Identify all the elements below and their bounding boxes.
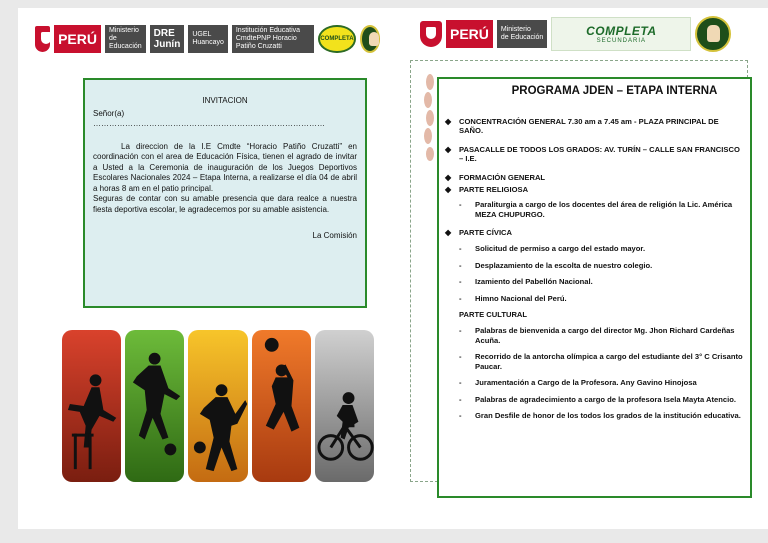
invitation-body: La direccion de la I.E Cmdte “Horacio Patiño Cruzatti” en coordinación con el area de Educación Física, tienen el agrado de invitar a Usted a la Ceremonia de inauguración de los Juegos Deportivos Escolares Nacionales 2024 – Etapa Interna, a realizarse el día 04 de abril a horas 8 am en el patio principal.: [93, 141, 357, 193]
school-emblem-icon: [695, 16, 731, 52]
cultural-label: PARTE CULTURAL: [459, 310, 528, 320]
religiosa-item: - Paraliturgia a cargo de los docentes del área de religión la Lic. América MEZA CHUPURGO.: [459, 200, 733, 219]
cultural-item: - Palabras de agradecimiento a cargo de la profesora Isela Mayta Atencio.: [459, 394, 736, 404]
invitation-closing: Seguras de contar con su amable presencia que dara realce a nuestra fiesta deportiva escolar, le agradecemos por su amable asistencia.: [93, 194, 357, 214]
invitation-recipient: Señor(a) ……………………………………………………………………………: [93, 108, 325, 128]
right-header-logos: [420, 14, 750, 54]
program-item: ◆ PASACALLE DE TODOS LOS GRADOS: AV. TURÍN – CALLE SAN FRANCISCO – I.E.: [445, 144, 740, 164]
ministerio-logo: Ministerio de Educación: [105, 25, 146, 53]
diamond-bullet-icon: ◆: [445, 228, 452, 238]
diamond-bullet-icon: ◆: [445, 172, 452, 182]
institution-logo: Institución Educativa CmdtePNP Horacio Patiño Cruzatti: [232, 25, 314, 53]
program-item: ◆ CONCENTRACIÓN GENERAL 7.30 am a 7.45 am - PLAZA PRINCIPAL DE SAÑO.: [445, 116, 719, 136]
program-item: ◆ PARTE CÍVICA: [445, 228, 513, 238]
invitation-signature: La Comisión: [312, 231, 357, 240]
diamond-bullet-icon: ◆: [445, 184, 452, 194]
peru-logo: PERÚ: [446, 20, 493, 48]
program-title: PROGRAMA JDEN – ETAPA INTERNA: [511, 85, 718, 97]
program-item: ◆ PARTE RELIGIOSA: [445, 184, 529, 194]
program-card: [437, 77, 752, 498]
civica-item: - Solicitud de permiso a cargo del estado mayor.: [459, 243, 646, 253]
cultural-item: - Palabras de bienvenida a cargo del director Mg. Jhon Richard Cardeñas Acuña.: [459, 325, 735, 345]
cultural-item: - Recorrido de la antorcha olímpica a cargo del estudiante del 3° C Crisanto Paucar.: [459, 352, 743, 371]
civica-item: - Izamiento del Pabellón Nacional.: [459, 277, 593, 287]
cultural-item: - Gran Desfile de honor de los todos los grados de la institución educativa.: [459, 411, 741, 421]
cyclist-silhouette-icon: [315, 330, 374, 482]
ministerio-logo: Ministerio de Educación: [497, 20, 547, 48]
dre-logo: DRE Junín: [150, 25, 185, 53]
civica-item: - Himno Nacional del Perú.: [459, 293, 567, 303]
peru-coat-of-arms-icon: [420, 21, 442, 47]
diamond-bullet-icon: ◆: [445, 144, 452, 154]
left-header-logos: [35, 22, 380, 56]
civica-item: - Desplazamiento de la escolta de nuestro colegio.: [459, 260, 653, 270]
hurdler-silhouette-icon: [62, 330, 121, 482]
diamond-bullet-icon: ◆: [445, 116, 452, 126]
completa-badge-icon: COMPLETA: [318, 25, 355, 53]
invitation-title: INVITACION: [202, 96, 248, 105]
invitation-card: [83, 78, 367, 308]
footballer-silhouette-icon: [125, 330, 184, 482]
cultural-item: - Juramentación a Cargo de la Profesora. Any Gavino Hinojosa: [459, 378, 697, 388]
program-item: ◆ FORMACIÓN GENERAL: [445, 172, 546, 182]
school-emblem-icon: [360, 25, 380, 53]
basketball-player-silhouette-icon: [188, 330, 247, 482]
completa-clock-banner: COMPLETA SECUNDARIA: [551, 17, 691, 51]
ugel-logo: UGEL Huancayo: [188, 25, 228, 53]
sports-banner-image: [62, 330, 374, 482]
peru-logo: PERÚ: [54, 25, 101, 53]
volleyball-player-silhouette-icon: [252, 330, 311, 482]
laurel-ornament-icon: [422, 72, 438, 162]
peru-coat-of-arms-icon: [35, 26, 50, 52]
